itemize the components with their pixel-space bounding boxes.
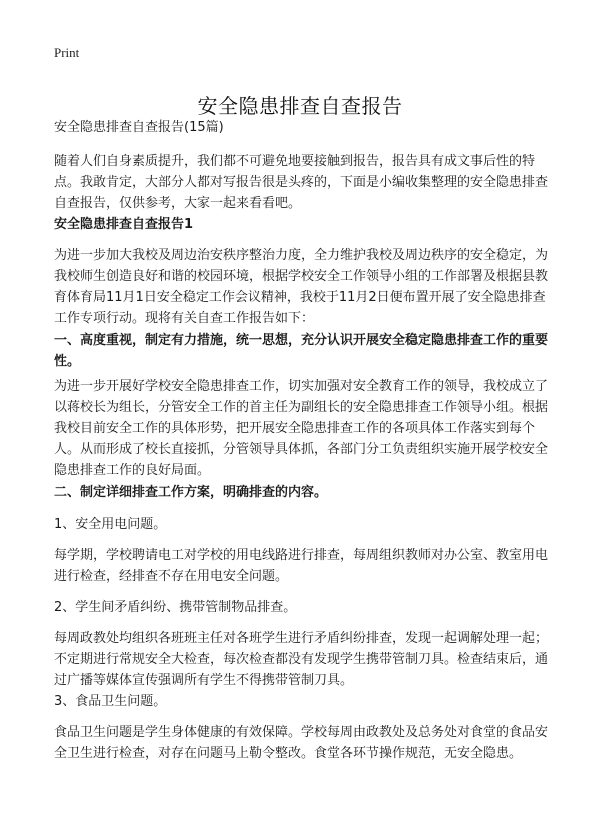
section-heading: 安全隐患排查自查报告1 [54, 217, 194, 232]
document-title: 安全隐患排查自查报告 [197, 94, 403, 119]
item-3-label: 3、食品卫生问题。 [54, 694, 167, 709]
intro-paragraph: 随着人们自身素质提升，我们都不可避免地要接触到报告，报告具有成文事后性的特点。我敢肯定，大部分人都对写报告很是头疼的，下面是小编收集整理的安全隐患排查自查报告，仅供参考，大家一起来看看吧。 [54, 154, 549, 211]
item-2-label: 2、学生间矛盾纠纷、携带管制物品排查。 [54, 600, 297, 615]
document-subtitle: 安全隐患排查自查报告(15篇) [54, 120, 224, 135]
print-link[interactable]: Print [54, 45, 80, 60]
item-1-label: 1、安全用电问题。 [54, 517, 167, 532]
heading-one: 一、高度重视，制定有力措施，统一思想，充分认识开展安全稳定隐患排查工作的重要性。 [54, 333, 549, 369]
item-2-text: 每周政教处均组织各班班主任对各班学生进行矛盾纠纷排查，发现一起调解处理一起；不定期进行常规安全大检查，每次检查都没有发现学生携带管制刀具。检查结束后，通过广播等媒体宣传强调所有学生不得携带管制刀具。 [54, 631, 549, 688]
paragraph-one: 为进一步开展好学校安全隐患排查工作，切实加强对安全教育工作的领导，我校成立了以蒋校长为组长，分管安全工作的首主任为副组长的安全隐患排查工作领导小组。根据我校目前安全工作的具体形势，把开展安全隐患排查工作的各项具体工作落实到每个人。从而形成了校长直接抓，分管领导具体抓，各部门分工负责组织实施开展学校安全隐患排查工作的良好局面。 [54, 379, 549, 478]
item-3-text: 食品卫生问题是学生身体健康的有效保障。学校每周由政教处及总务处对食堂的食品安全卫生进行检查，对存在问题马上勒令整改。食堂各环节操作规范，无安全隐患。 [54, 725, 549, 761]
section-paragraph: 为进一步加大我校及周边治安秩序整治力度，全力维护我校及周边秩序的安全稳定，为我校师生创造良好和谐的校园环境，根据学校安全工作领导小组的工作部署及根据县教育体育局11月1日安全稳定工作会议精神，我校于11月2日便布置开展了安全隐患排查工作专项行动。现将有关自查工作报告如下： [54, 248, 549, 326]
item-1-text: 每学期，学校聘请电工对学校的用电线路进行排查，每周组织教师对办公室、教室用电进行检查，经排查不存在用电安全问题。 [54, 548, 549, 584]
heading-two: 二、制定详细排查工作方案，明确排查的内容。 [54, 485, 328, 500]
